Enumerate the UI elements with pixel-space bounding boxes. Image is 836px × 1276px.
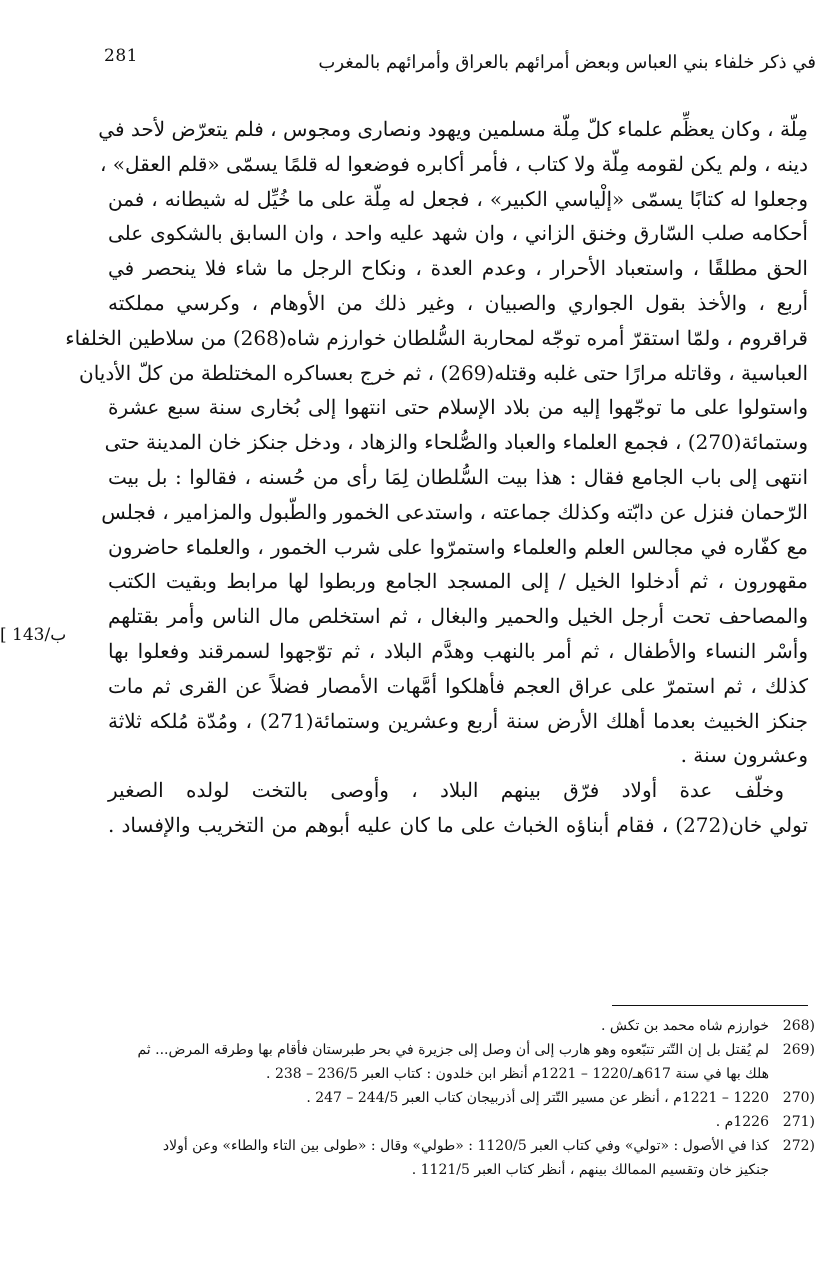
body-line: أربع ، والأخذ بقول الجواري والصبيان ، وغير ذلك من الأوهام ، وكرسي مملكته [108, 290, 808, 315]
footnote [100, 1038, 815, 1062]
margin-note: [ 143/ب [0, 625, 67, 645]
body-line: وعشرون سنة . [680, 743, 808, 768]
body-line: كذلك ، ثم استمرّ على عراق العجم فأهلكوا أمَّهات الأمصار فضلاً عن القرى ثم مات [108, 673, 808, 698]
footnote-text: 1226م . [715, 1114, 769, 1130]
body-line: انتهى إلى باب الجامع فقال : هذا بيت السُّلطان لِمَا رأى من حُسنه ، فقالوا : بل بيت [108, 464, 808, 489]
footnotes [100, 1014, 815, 1182]
footnote-text: خوارزم شاه محمد بن تكش . [600, 1018, 769, 1034]
body-text [65, 112, 809, 843]
body-line: وستمائة(270) ، فجمع العلماء والعباد والصُّلحاء والزهاد ، ودخل جنكز خان المدينة حتى [104, 430, 808, 455]
body-line: دينه ، ولم يكن لقومه مِلّة ولا كتاب ، فأمر أكابره فوضعوا له قلمًا يسمّى «قلم العقل» ، [99, 151, 808, 176]
footnote [100, 1014, 815, 1038]
body-line: تولي خان(272) ، فقام أبناؤه الخباث على ما كان عليه أبوهم من التخريب والإفساد . [108, 812, 809, 837]
body-line: والمصاحف تحت أرجل الخيل والحمير والبغال ، ثم استخلص مال الناس وأمر بقتلهم [108, 604, 808, 629]
footnote [100, 1110, 815, 1134]
footnote-number: (269 [782, 1042, 815, 1058]
body-line: الرّحمان فنزل عن دابّته وكذلك جماعته ، واستدعى الخمور والطّبول والمزامير ، فجلس [101, 499, 808, 524]
body-line: جنكز الخبيث بعدما أهلك الأرض سنة أربع وعشرين وستمائة(271) ، ومُدّة مُلكه ثلاثة [108, 708, 808, 733]
body-line: وأسْر النساء والأطفال ، ثم أمر بالنهب وهدَّم البلاد ، ثم توّجهوا لسمرقند وفعلوا بها [108, 638, 808, 663]
footnote [100, 1086, 815, 1110]
body-line: العباسية ، وقاتله مرارًا حتى غلبه وقتله(269) ، ثم خرج بعساكره المختلطة من كلّ الأديان [79, 360, 808, 385]
footnote-text: لم يُقتل بل إن التّتر تتبّعوه وهو هارب إلى أن وصل إلى جزيرة في بحر طبرستان فأقام بها وطرقه المرض... ثم [137, 1042, 769, 1058]
footnote-number: (271 [782, 1114, 815, 1130]
footnote-text: 1220 – 1221م ، أنظر عن مسير التّتر إلى أذربيجان كتاب العبر 244/5 – 247 . [306, 1090, 769, 1106]
body-line: وجعلوا له كتابًا يسمّى «إلْياسي الكبير» ، فجعل له مِلّة على ما خُيِّل له شيطانه ، فمن [108, 186, 808, 211]
footnote [100, 1134, 815, 1158]
body-line: أحكامه صلب السّارق وخنق الزاني ، وان شهد عليه واحد ، وان السابق بالشكوى على [108, 221, 808, 246]
body-line: مِلّة ، وكان يعظِّم علماء كلّ مِلّة مسلمين ويهود ونصارى ومجوس ، فلم يتعرّض لأحد في [98, 117, 808, 141]
body-line: قراقروم ، ولمّا استقرّ أمره توجّه لمحاربة السُّلطان خوارزم شاه(268) من سلاطين الخلفاء [65, 325, 808, 350]
footnote-number: (270 [782, 1090, 815, 1106]
footnote-text: كذا في الأصول : «تولي» وفي كتاب العبر 1120/5 : «طولي» وقال : «طولى بين التاء والطاء» وعن أولاد [162, 1138, 769, 1154]
running-head: في ذكر خلفاء بني العباس وبعض أمرائهم بالعراق وأمرائهم بالمغرب [318, 52, 816, 73]
body-line: مقهورون ، ثم أدخلوا الخيل / إلى المسجد الجامع وربطوا لها مرابط وبقيت الكتب [108, 569, 808, 594]
body-line: واستولوا على ما توجّهوا إليه من بلاد الإسلام حتى انتهوا إلى بُخارى سنة سبع عشرة [108, 395, 808, 420]
footnote-number: (268 [782, 1018, 815, 1034]
body-line: الحق مطلقًا ، واستعباد الأحرار ، وعدم العدة ، ونكاح الرجل ما شاء فلا ينحصر في [108, 256, 808, 281]
page-number: 281 [104, 46, 138, 66]
footnote-rule [612, 1005, 808, 1006]
footnote-continuation: هلك بها في سنة 617هـ/1220 – 1221م أنظر ابن خلدون : كتاب العبر 236/5 – 238 . [266, 1066, 769, 1082]
footnote-continuation: جنكيز خان وتقسيم الممالك بينهم ، أنظر كتاب العبر 1121/5 . [411, 1162, 769, 1178]
body-line: وخلّف عدة أولاد فرّق بينهم البلاد ، وأوصى بالتخت لولده الصغير [108, 778, 784, 803]
footnote-number: (272 [782, 1138, 815, 1154]
body-line: مع كفّاره في مجالس العلم والعلماء واستمرّوا على شرب الخمور ، والعلماء حاضرون [108, 534, 808, 559]
